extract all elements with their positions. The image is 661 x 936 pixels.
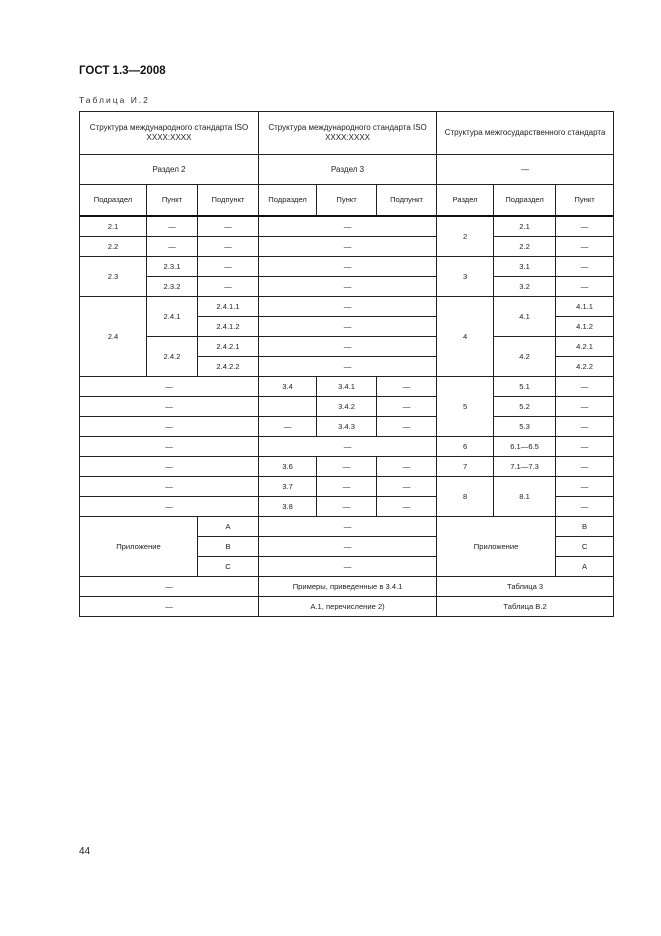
table-cell: 5 bbox=[437, 377, 494, 437]
table-cell: — bbox=[259, 317, 437, 337]
column-header: Пункт bbox=[556, 185, 614, 217]
group-header: Структура международного стандарта ISO XXXX:XXXX bbox=[259, 112, 437, 155]
table-cell: — bbox=[259, 337, 437, 357]
table-cell: 5.3 bbox=[494, 417, 556, 437]
table-cell: — bbox=[556, 497, 614, 517]
table-cell: 4 bbox=[437, 297, 494, 377]
table-cell: — bbox=[80, 457, 259, 477]
table-cell: C bbox=[556, 537, 614, 557]
table-column-header bbox=[80, 185, 614, 217]
table-cell: 2.3.1 bbox=[147, 257, 198, 277]
table-cell: — bbox=[259, 417, 317, 437]
table-row bbox=[80, 477, 614, 497]
table-cell: — bbox=[317, 457, 377, 477]
column-header: Подпункт bbox=[198, 185, 259, 217]
table-cell: 2.4.2 bbox=[147, 337, 198, 377]
table-cell: 4.1 bbox=[494, 297, 556, 337]
table-row bbox=[80, 337, 614, 357]
table-cell: 3 bbox=[437, 257, 494, 297]
table-cell: — bbox=[259, 297, 437, 317]
table-cell: — bbox=[259, 216, 437, 237]
table-cell: — bbox=[259, 557, 437, 577]
table-cell: — bbox=[80, 597, 259, 617]
table-cell: — bbox=[259, 277, 437, 297]
table-cell: 5.2 bbox=[494, 397, 556, 417]
correspondence-table bbox=[79, 111, 614, 617]
table-cell: — bbox=[556, 277, 614, 297]
table-row bbox=[80, 437, 614, 457]
table-cell: — bbox=[556, 437, 614, 457]
table-cell: 3.6 bbox=[259, 457, 317, 477]
table-cell: 2.1 bbox=[80, 216, 147, 237]
table-section-header bbox=[80, 155, 614, 185]
table-row bbox=[80, 237, 614, 257]
table-cell: — bbox=[377, 457, 437, 477]
table-cell: — bbox=[377, 497, 437, 517]
column-header: Подраздел bbox=[494, 185, 556, 217]
section-header: Раздел 2 bbox=[80, 155, 259, 185]
table-cell: 3.8 bbox=[259, 497, 317, 517]
table-cell: 7 bbox=[437, 457, 494, 477]
column-header: Раздел bbox=[437, 185, 494, 217]
table-cell: — bbox=[556, 397, 614, 417]
table-cell: — bbox=[198, 257, 259, 277]
table-cell: A bbox=[556, 557, 614, 577]
column-header: Подраздел bbox=[80, 185, 147, 217]
table-cell: — bbox=[198, 216, 259, 237]
table-row bbox=[80, 297, 614, 317]
table-cell: — bbox=[556, 477, 614, 497]
table-cell: — bbox=[377, 397, 437, 417]
group-header: Структура международного стандарта ISO XXXX:XXXX bbox=[80, 112, 259, 155]
table-row bbox=[80, 517, 614, 537]
table-cell: 2.2 bbox=[494, 237, 556, 257]
table-cell: 2.2 bbox=[80, 237, 147, 257]
table-cell: 3.4.3 bbox=[317, 417, 377, 437]
table-cell: 3.7 bbox=[259, 477, 317, 497]
column-header: Пункт bbox=[147, 185, 198, 217]
table-cell: — bbox=[317, 477, 377, 497]
table-row bbox=[80, 417, 614, 437]
table-row bbox=[80, 257, 614, 277]
table-cell: 3.4 bbox=[259, 377, 317, 397]
group-header: Структура межгосударственного стандарта bbox=[437, 112, 614, 155]
table-cell: — bbox=[80, 417, 259, 437]
table-cell: 2.4.1 bbox=[147, 297, 198, 337]
table-cell: 4.2.2 bbox=[556, 357, 614, 377]
table-cell: Таблица 3 bbox=[437, 577, 614, 597]
table-cell: — bbox=[147, 237, 198, 257]
table-cell: 3.2 bbox=[494, 277, 556, 297]
table-cell: B bbox=[556, 517, 614, 537]
table-cell: — bbox=[556, 417, 614, 437]
table-cell: 6.1—6.5 bbox=[494, 437, 556, 457]
table-cell: 2.4.1.2 bbox=[198, 317, 259, 337]
table-cell: 3.1 bbox=[494, 257, 556, 277]
table-cell: — bbox=[259, 257, 437, 277]
table-cell: Таблица В.2 bbox=[437, 597, 614, 617]
table-cell: — bbox=[259, 537, 437, 557]
table-cell: — bbox=[556, 457, 614, 477]
table-cell: 2.1 bbox=[494, 216, 556, 237]
table-cell: B bbox=[198, 537, 259, 557]
table-cell: — bbox=[259, 517, 437, 537]
table-row bbox=[80, 577, 614, 597]
table-row bbox=[80, 216, 614, 237]
table-cell: 5.1 bbox=[494, 377, 556, 397]
table-cell: 4.2 bbox=[494, 337, 556, 377]
table-row bbox=[80, 397, 614, 417]
column-header: Подраздел bbox=[259, 185, 317, 217]
table-cell: — bbox=[259, 357, 437, 377]
table-cell: 4.2.1 bbox=[556, 337, 614, 357]
table-cell: 3.4.1 bbox=[317, 377, 377, 397]
table-cell: 2.4 bbox=[80, 297, 147, 377]
table-cell: Примеры, приведенные в 3.4.1 bbox=[259, 577, 437, 597]
table-cell: C bbox=[198, 557, 259, 577]
table-cell: — bbox=[556, 237, 614, 257]
table-cell: — bbox=[556, 216, 614, 237]
table-cell: 4.1.1 bbox=[556, 297, 614, 317]
table-cell: — bbox=[556, 377, 614, 397]
table-cell bbox=[259, 397, 317, 417]
table-cell: — bbox=[556, 257, 614, 277]
table-cell: Приложение bbox=[80, 517, 198, 577]
table-cell: 7.1—7.3 bbox=[494, 457, 556, 477]
table-cell: 2.4.2.1 bbox=[198, 337, 259, 357]
table-cell: — bbox=[377, 477, 437, 497]
table-cell: — bbox=[198, 277, 259, 297]
table-cell: A bbox=[198, 517, 259, 537]
table-row bbox=[80, 377, 614, 397]
table-cell: — bbox=[259, 237, 437, 257]
table-row bbox=[80, 457, 614, 477]
table-cell: — bbox=[80, 477, 259, 497]
table-cell: — bbox=[198, 237, 259, 257]
table-group-header bbox=[80, 112, 614, 155]
table-cell: А.1, перечисление 2) bbox=[259, 597, 437, 617]
table-cell: — bbox=[259, 437, 437, 457]
table-cell: 2.3 bbox=[80, 257, 147, 297]
table-cell: — bbox=[80, 397, 259, 417]
table-cell: 8.1 bbox=[494, 477, 556, 517]
table-cell: 3.4.2 bbox=[317, 397, 377, 417]
table-cell: 2 bbox=[437, 216, 494, 257]
table-cell: — bbox=[80, 577, 259, 597]
table-row bbox=[80, 597, 614, 617]
table-cell: 2.4.1.1 bbox=[198, 297, 259, 317]
table-cell: — bbox=[147, 216, 198, 237]
table-cell: 8 bbox=[437, 477, 494, 517]
section-header: Раздел 3 bbox=[259, 155, 437, 185]
table-cell: Приложение bbox=[437, 517, 556, 577]
table-cell: — bbox=[80, 377, 259, 397]
table-cell: — bbox=[377, 377, 437, 397]
section-header: — bbox=[437, 155, 614, 185]
page-number: 44 bbox=[79, 846, 91, 857]
table-cell: — bbox=[80, 437, 259, 457]
table-cell: — bbox=[317, 497, 377, 517]
column-header: Пункт bbox=[317, 185, 377, 217]
table-cell: 6 bbox=[437, 437, 494, 457]
table-cell: 2.4.2.2 bbox=[198, 357, 259, 377]
table-cell: — bbox=[80, 497, 259, 517]
table-cell: 4.1.2 bbox=[556, 317, 614, 337]
document-title: ГОСТ 1.3—2008 bbox=[79, 65, 166, 77]
table-cell: 2.3.2 bbox=[147, 277, 198, 297]
table-caption: Таблица И.2 bbox=[79, 95, 150, 105]
table-cell: — bbox=[377, 417, 437, 437]
table-row bbox=[80, 277, 614, 297]
column-header: Подпункт bbox=[377, 185, 437, 217]
